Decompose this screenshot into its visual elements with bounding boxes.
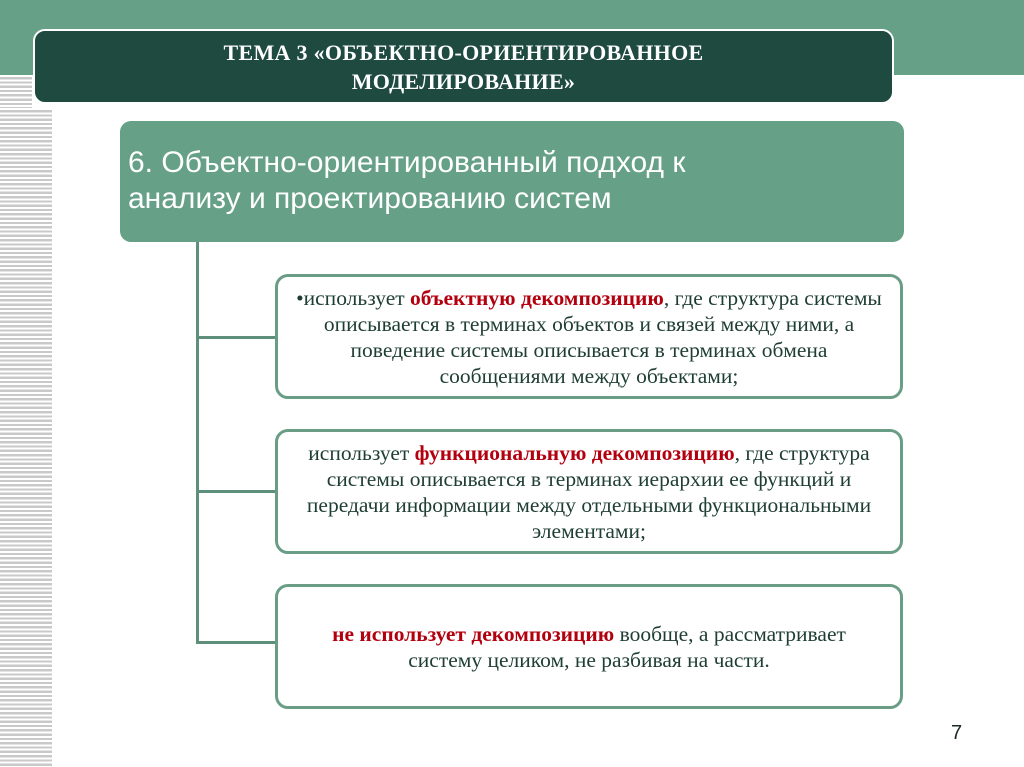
item-box-functional-decomposition xyxy=(275,429,903,554)
item-highlight: не использует декомпозицию xyxy=(332,621,615,646)
item-suffix: вообще, а рассматривает систему целиком, не разбивая на части. xyxy=(408,621,846,672)
slide-title xyxy=(184,38,744,96)
slide-title-line-1: ТЕМА 3 «ОБЪЕКТНО-ОРИЕНТИРОВАННОЕ xyxy=(223,39,704,65)
topic-title xyxy=(128,145,898,217)
item-highlight: объектную декомпозицию xyxy=(410,285,664,310)
left-stripe-pattern xyxy=(0,108,52,767)
connector-branch-2 xyxy=(196,490,276,493)
page-number: 7 xyxy=(951,722,963,744)
left-stripe-pattern-top xyxy=(0,75,32,108)
item-text xyxy=(278,440,900,544)
item-suffix: , где структура системы описывается в терминах иерархии ее функций и передачи информации между отдельными функциональными элементами; xyxy=(306,440,872,543)
item-box-object-decomposition xyxy=(275,274,903,399)
item-suffix: , где структура системы описывается в терминах объектов и связей между ними, а поведение системы описывается в терминах обмена сообщениями между объектами; xyxy=(323,285,882,388)
slide-header xyxy=(33,29,894,104)
connector-branch-3 xyxy=(196,641,276,644)
connector-branch-1 xyxy=(196,336,276,339)
item-highlight: функциональную декомпозицию xyxy=(414,440,735,465)
slide-title-line-2: МОДЕЛИРОВАНИЕ» xyxy=(351,68,576,94)
item-prefix: •использует xyxy=(296,285,411,310)
topic-box xyxy=(120,121,904,242)
item-text xyxy=(278,621,900,673)
topic-title-line-1: 6. Объектно-ориентированный подход к xyxy=(128,146,686,179)
topic-title-line-2: анализу и проектированию систем xyxy=(128,182,612,215)
item-prefix: использует xyxy=(308,440,415,465)
item-box-no-decomposition xyxy=(275,584,903,709)
connector-vertical xyxy=(196,242,199,644)
item-text xyxy=(278,285,900,389)
